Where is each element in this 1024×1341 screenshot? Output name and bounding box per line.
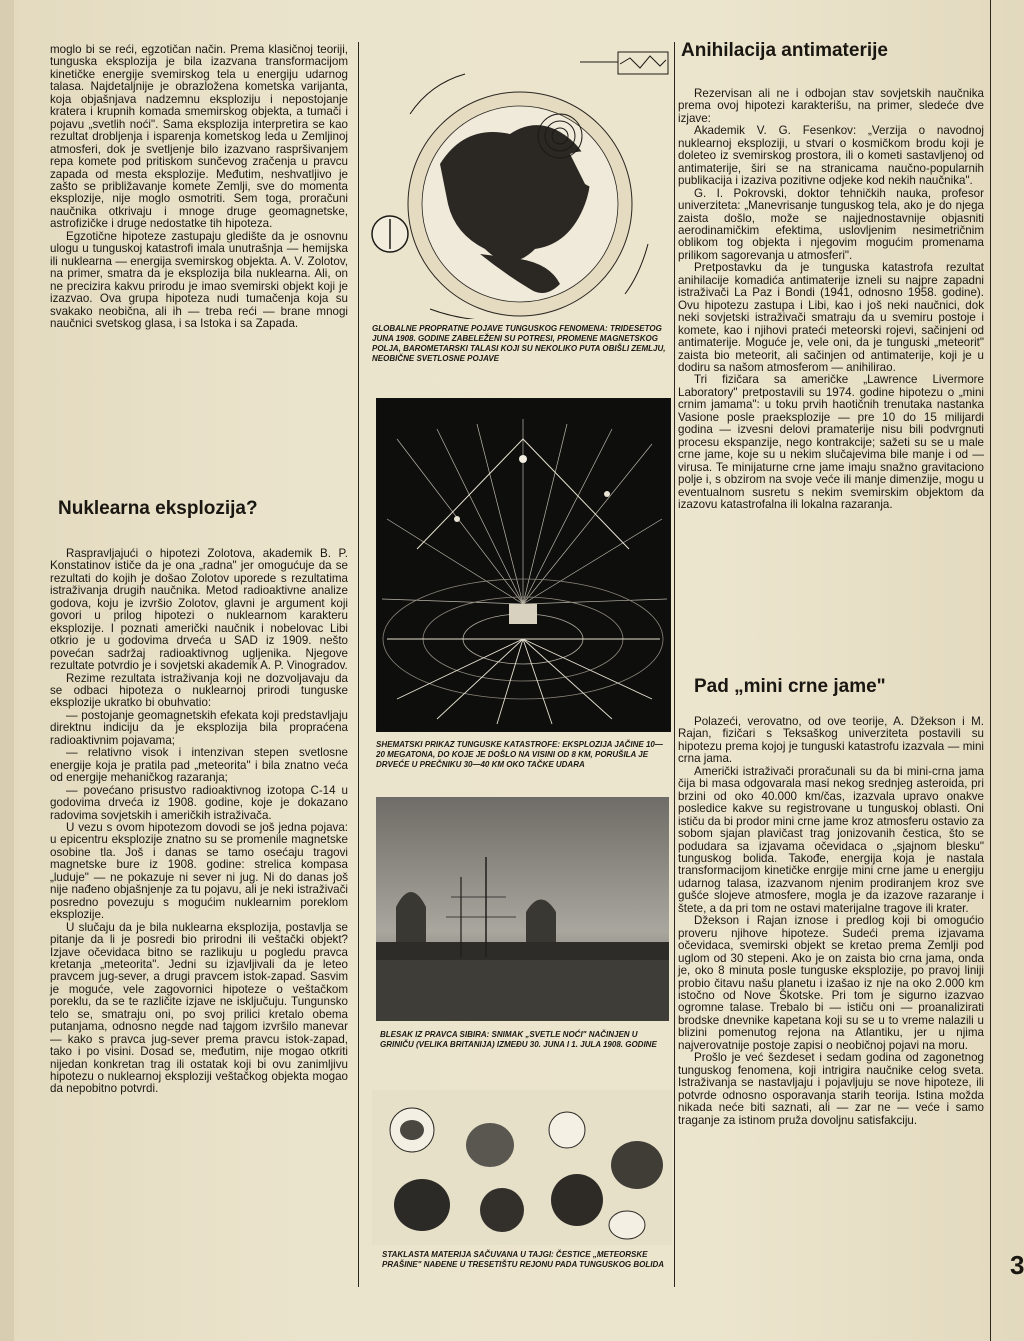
- caption-schematic: SHEMATSKI PRIKAZ TUNGUSKE KATASTROFE: EKSPLOZIJA JAČINE 10—20 MEGATONA, DO KOJE JE DOŠLO NA VISINI OD 8 KM, PORUŠILA JE DRVEĆE U PREČNIKU 30—40 KM OKO TAČKE UDARA: [376, 740, 663, 769]
- right-text-column: [678, 88, 984, 511]
- left-text-column: [50, 44, 348, 330]
- left-text-column-b: [50, 548, 348, 1096]
- paragraph: Tri fizičara sa američke „Lawrence Livermore Laboratory" pretpostavili su 1974. godine hipotezu o „mini crnim jamama": u toku prvih haotičnih trenutaka nastanka Vasione posle praeksplozije — pre 10 do 15 milijardi godina — izvesni delovi pramaterije nisu bili podvrgnuti procesu ekspanzije, nego kontrakcije; sažeti su se u male crne jame, koje su u nekim slučajevima bile manje i od — virusa. Te minijaturne crne jame imaju snažno gravitaciono polje i, s obzirom na svoje veće ili manje dimenzije, mogu u eventualnom susretu s nekim svemirskim objektom da izazovu katastrofalna ili lokalna razaranja.: [678, 373, 984, 511]
- paragraph: G. I. Pokrovski, doktor tehničkih nauka, profesor univerziteta: „Manevrisanje tunguskog tela, ako je do njega zaista došlo, može se najjednostavnije objasniti aerodinamičkim efektima, uslovljenim nesimetričnim oblikom tog objekta i njegovim mogućim promenama prilikom sagorevanja u atmosferi".: [678, 186, 984, 262]
- paragraph: — postojanje geomagnetskih efekata koji predstavljaju direktnu indiciju da je eksplozija bila propraćena radioaktivnim pojavama;: [50, 708, 348, 747]
- paragraph: Prošlo je već šezdeset i sedam godina od zagonetnog tunguskog fenomena, koji intrigira naučnike celog sveta. Istraživanja se nastavljaju i pojavljuju se nove hipoteze, ili potvrde odnosno osporavanja starih teorija. Istina možda nikada neće biti saznati, ali — zar ne — veće i samo traganje za istinom pruža dovoljnu satisfakciju.: [678, 1051, 984, 1127]
- column-rule-left: [358, 42, 359, 1287]
- paragraph: Rezervisan ali ne i odbojan stav sovjetskih naučnika prema ovoj hipotezi karakterišu, na primer, sledeće dve izjave:: [678, 87, 984, 125]
- paragraph: Akademik V. G. Fesenkov: „Verzija o navodnoj nuklearnoj eksploziji, u stvari o kosmičkom brodu koji je doleteo iz svemirskog prostora, ili o kometi sastavljenoj od antimaterije, širi se na stranicama naučno-popularnih publikacija i izaziva pozitivne odjeke kod nekih naučnika".: [678, 124, 984, 188]
- paragraph: Polazeći, verovatno, od ove teorije, A. Džekson i M. Rajan, fizičari s Teksaškog univerziteta postavili su hipotezu prema kojoj je tunguski katastrofu izazvala — mini crna jama.: [678, 715, 984, 766]
- paragraph: Džekson i Rajan iznose i predlog koji bi omogućio proveru njihove hipoteze. Sudeći prema izjavama očevidaca, svemirski objekt se kretao prema Zemlji pod uglom od 30 stepeni. Ako je on zaista bio crna jama, onda je, oko 8 minuta posle tunguske eksplozije, po pravoj liniji probio čitavu našu planetu i izašao iz nje na oko 2.000 km istočno od Nove Škotske. Pri tom je sigurno izazvao ogromne talase. Trebalo bi — ističu oni — proanalizirati brodske dnevnike kapetana koji su se u to vreme nalazili u blizini pomenutog rejona na Atlantiku, jer u njima najverovatnije postoje zapisi o neobičnoj pojavi na moru.: [678, 914, 984, 1052]
- right-text-column-b: [678, 716, 984, 1127]
- paragraph: Raspravljajući o hipotezi Zolotova, akademik B. P. Konstatinov ističe da je ona „radna" jer omogućuje da se rezultati do kojih je došao Zolotov uporede s rezultatima istraživanja drugih naučnika. Metod radioaktivne analize godova, koju je izvršio Zolotov, glavni je argument koji govori u prilog hipotezi o nuklearnom karakteru eksplozije. I poznati američki naučnik i nobelovac Libi otkrio je u godovima drveća u SAD iz 1909. nešto povećan sadržaj radioaktivnog ugljenika. Njegove rezultate potvrdio je i sovjetski akademik A. P. Vinogradov.: [50, 547, 348, 673]
- globe-illustration: [370, 44, 675, 319]
- page-edge-rule: [990, 0, 991, 1341]
- paragraph: — povećano prisustvo radioaktivnog izotopa C-14 u godovima drveća iz 1908. godine, koje je dokazano radovima sovjetskih i američkih istraživača.: [50, 783, 348, 822]
- caption-greenwich: BLESAK IZ PRAVCA SIBIRA: SNIMAK „SVETLE NOĆI" NAČINJEN U GRINIČU (VELIKA BRITANIJA) IZMEĐU 30. JUNA I 1. JULA 1908. GODINE: [380, 1030, 657, 1049]
- paragraph: — relativno visok i intenzivan stepen svetlosne energije koja je pratila pad „meteorita" i bila znatno veća od energije mehaničkog razaranja;: [50, 746, 348, 785]
- paragraph: Pretpostavku da je tunguska katastrofa rezultat anihilacije komadića antimaterije izneli su najpre zapadni istraživači La Paz i Bondi (1941, odnosno 1958. godine). Ovu hipotezu zastupa i Libi, kao i još neki naučnici, dok neki sovjetski istraživači smatraju da u svemiru postoje i komete, kao i njihovi prateći meteorski rojevi, sačinjeni od antimaterije. Moguće je, vele oni, da je tunguski „meteorit" zaista bio meteorit, ali sačinjen od antimaterije, koji je u dodiru sa našom atmosferom — anihilirao.: [678, 261, 984, 374]
- paragraph: U vezu s ovom hipotezom dovodi se još jedna pojava: u epicentru eksplozije znatno su se promenile magnetske osobine tla. Još i danas se tamo osećaju tragovi magnetske bure iz 1908. godine: strelica kompasa „luduje" — ne pokazuje ni sever ni jug. Ni do danas još nije nađeno objašnjenje za tu pojavu, ali je neki istraživači posredno povezuju s mogućim nuklearnim poreklom eksplozije.: [50, 820, 348, 922]
- binding-edge: [0, 0, 14, 1341]
- caption-meteor-dust: STAKLASTA MATERIJA SAČUVANA U TAJGI: ČESTICE „METEORSKE PRAŠINE" NAĐENE U TRESETIŠTU REJONU PADA TUNGUSKOG BOLIDA: [382, 1250, 665, 1269]
- caption-globe: GLOBALNE PROPRATNE POJAVE TUNGUSKOG FENOMENA: TRIDESETOG JUNA 1908. GODINE ZABELEŽENI SU POTRESI, PROMENE MAGNETSKOG POLJA, BAROMETARSKI TALASI KOJI SU NEKOLIKO PUTA OBIŠLI ZEMLJU, NEOBIČNE SVETLOSNE POJAVE: [372, 324, 666, 363]
- section-heading-anihilacija: Anihilacija antimaterije: [681, 40, 888, 61]
- section-heading-nuklearna: Nuklearna eksplozija?: [58, 498, 258, 519]
- paragraph: Rezime rezultata istraživanja koji ne dozvoljavaju da se odbaci hipoteza o nuklearnoj prirodi tunguske eksplozije ukratko bi obuhvatio:: [50, 671, 348, 710]
- paragraph: moglo bi se reći, egzotičan način. Prema klasičnoj teoriji, tunguska eksplozija je bila izazvana transformacijom kinetičke energije svemirskog tela u energiju udarnog talasa. Najdetaljnije je obrazložena kometska varijanta, koja objašnjava nadzemnu eksploziju i nepostojanje kratera i krupnih komada smemirskog objekta, a tumači i pojavu „svetlih noći". Sama eksplozija interpretira se kao rezultat drobljenja i isparenja kometskog leda u Zemljinoj atmosferi, dok je svetljenje bilo izazvano raspršivanjem repa komete pod pritiskom sunčevog zračenja u pravcu zapada od mesta eksplozije. Međutim, neshvatljivo je zašto se približavanje komete Zemlji, sve do momenta eksplozije, nije moglo osmotriti. Sem toga, proračuni naučnika otkrivaju i mnoge druge geomagnetske, astrofizičke i druge nedostatke tih hipoteza.: [50, 43, 348, 231]
- paragraph: U slučaju da je bila nuklearna eksplozija, postavlja se pitanje da li je posredi bio prirodni ili veštački objekt? Izjave očevidaca bitno se razlikuju u pogledu pravca kretanja „meteorita". Jedni su izjavljivali da je leteo pravcem jug-sever, a drugi pravcem istok-zapad. Sasvim je moguće, vele zagovornici hipoteze o veštačkom poreklu, da se te različite izjave ne isključuju. Tungunsko telo se, smatraju oni, po svoj prilici kretalo obema putanjama, odnosno negde nad tajgom izvršilo manevar — kako s pravca jug-sever prema pravcu istok-zapad, tako i po visini. Dosad se, međutim, nije mogao otkriti nijedan konkretan trag ili ostatak koji bi ovu zanimljivu hipotezu o nuklearnoj eksploziji veštačkog objekta mogao da nepobitno potvrdi.: [50, 920, 348, 1096]
- section-heading-pad: Pad „mini crne jame": [694, 676, 886, 697]
- paragraph: Američki istraživači proračunali su da bi mini-crna jama čija bi masa odgovarala masi nekog srednjeg asteroida, pri brzini od oko 40.000 km/čas, izazvala upravo onakve posledice kakve su registrovane u tunguskoj oblasti. Oni ističu da bi prodor mini crne jame kroz atmosferu ostavio za sobom sjajan plavičast trag jonizovanih čestica, što se podudara sa izjavama očevidaca o „sjajnom blesku" tunguskog bolida. Takođe, energija koja je nastala transformacijom kinetičke enrgije mini crne jame u energiju udarnog talasa, izazvanom njenim prodiranjem kroz sve gušće slojeve atmosfere, mogla je da izazove razaranje i štete, a da pri tom ne ostavi materijalne tragove ili krater.: [678, 764, 984, 915]
- greenwich-night-photo: [376, 797, 669, 1021]
- meteor-dust-particles-photo: [372, 1090, 672, 1245]
- explosion-schematic: [376, 398, 671, 732]
- paragraph: Egzotične hipoteze zastupaju gledište da je osnovnu ulogu u tunguskoj katastrofi imala unutrašnja — hemijska ili nuklearna — energija svemirskog objekta. A. V. Zolotov, na primer, smatra da je eksplozija bila nuklearna. Ali, on ne precizira kakvu prirodu je imao svemirski objekt koji je izazvao. Ova grupa hipoteza nudi tumačenja koja su svakako neobična, ali ih — treba reći — brane mnogi naučnici svetskog glasa, i sa Istoka i sa Zapada.: [50, 229, 348, 330]
- page-number: 3: [1010, 1250, 1024, 1280]
